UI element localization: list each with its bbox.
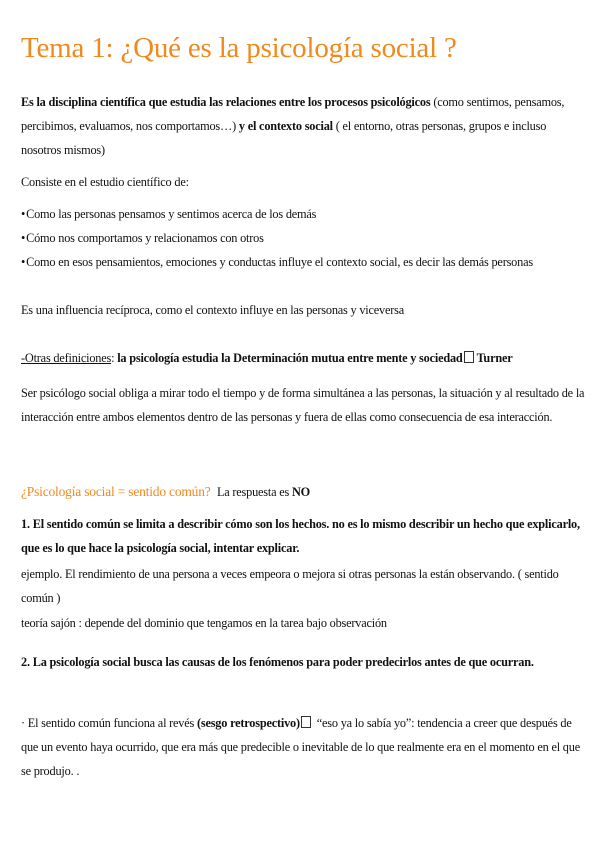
point-2-bold: 2. La psicología social busca las causas de los fenómenos para poder predecirlos antes de que ocurran. bbox=[21, 655, 534, 669]
other-definitions-bold: la psicología estudia la Determinación mutua entre mente y sociedad bbox=[117, 351, 463, 365]
consists-intro: Consiste en el estudio científico de: bbox=[21, 175, 189, 189]
point-1-heading bbox=[21, 512, 586, 560]
hindsight-start: · El sentido común funciona al revés bbox=[21, 716, 197, 730]
box-glyph-icon bbox=[301, 716, 311, 728]
other-definitions-author: Turner bbox=[476, 351, 513, 365]
bullet-item-1 bbox=[21, 202, 586, 226]
point-1-theory: teoría sajón : depende del dominio que tengamos en la tarea bajo observación bbox=[21, 616, 387, 630]
reciprocal-paragraph: Es una influencia recíproca, como el contexto influye en las personas y viceversa bbox=[21, 303, 404, 317]
bullet-item-3 bbox=[21, 250, 561, 274]
bullet-text-1: Como las personas pensamos y sentimos acerca de los demás bbox=[26, 207, 317, 221]
definition-paragraph bbox=[21, 90, 586, 162]
question-text: ¿Psicología social = sentido común? bbox=[21, 484, 211, 499]
box-glyph-icon bbox=[464, 351, 474, 363]
point-1-bold: 1. El sentido común se limita a describir cómo son los hechos. no es lo mismo describir un hecho que explicarlo, que es lo que hace la psicología social, intentar explicar. bbox=[21, 517, 580, 555]
definition-bold-mid: y el contexto social bbox=[238, 119, 333, 133]
answer-prefix: La respuesta es bbox=[216, 485, 292, 499]
bullet-text-3: Como en esos pensamientos, emociones y conductas influye el contexto social, es decir las demás personas bbox=[26, 255, 533, 269]
question-line bbox=[21, 484, 310, 500]
page-title: Tema 1: ¿Qué es la psicología social ? bbox=[21, 32, 457, 64]
hindsight-rest: “eso ya lo sabía yo”: tendencia a creer que después de que un evento haya ocurrido, que era más que predecible o inevitable de lo que realmente era en el momento en el que se produjo. . bbox=[21, 716, 580, 778]
other-definitions-label: -Otras definiciones bbox=[21, 351, 112, 365]
answer-value: NO bbox=[291, 485, 310, 499]
definition-bold-start: Es la disciplina científica que estudia las relaciones entre los procesos psicológicos bbox=[21, 95, 431, 109]
social-psychologist-paragraph: Ser psicólogo social obliga a mirar todo el tiempo y de forma simultánea a las personas, la situación y al resultado de la interacción entre ambos elementos dentro de las personas y fuera de ellas como consecuencia de esa interacción. bbox=[21, 386, 585, 424]
definition-paren-2: ( el entorno, otras personas, grupos e incluso nosotros mismos) bbox=[21, 119, 547, 157]
bullet-item-2 bbox=[21, 226, 586, 250]
point-2-heading bbox=[21, 650, 586, 674]
definition-paren-1: (como sentimos, pensamos, percibimos, evaluamos, nos comportamos…) bbox=[21, 95, 565, 133]
point-1-example: ejemplo. El rendimiento de una persona a veces empeora o mejora si otras personas la están observando. ( sentido común ) bbox=[21, 567, 559, 605]
other-definitions-colon: : bbox=[111, 351, 118, 365]
hindsight-bold: (sesgo retrospectivo) bbox=[196, 716, 300, 730]
bullet-text-2: Cómo nos comportamos y relacionamos con otros bbox=[26, 231, 264, 245]
hindsight-paragraph bbox=[21, 711, 586, 783]
other-definitions bbox=[21, 346, 586, 370]
